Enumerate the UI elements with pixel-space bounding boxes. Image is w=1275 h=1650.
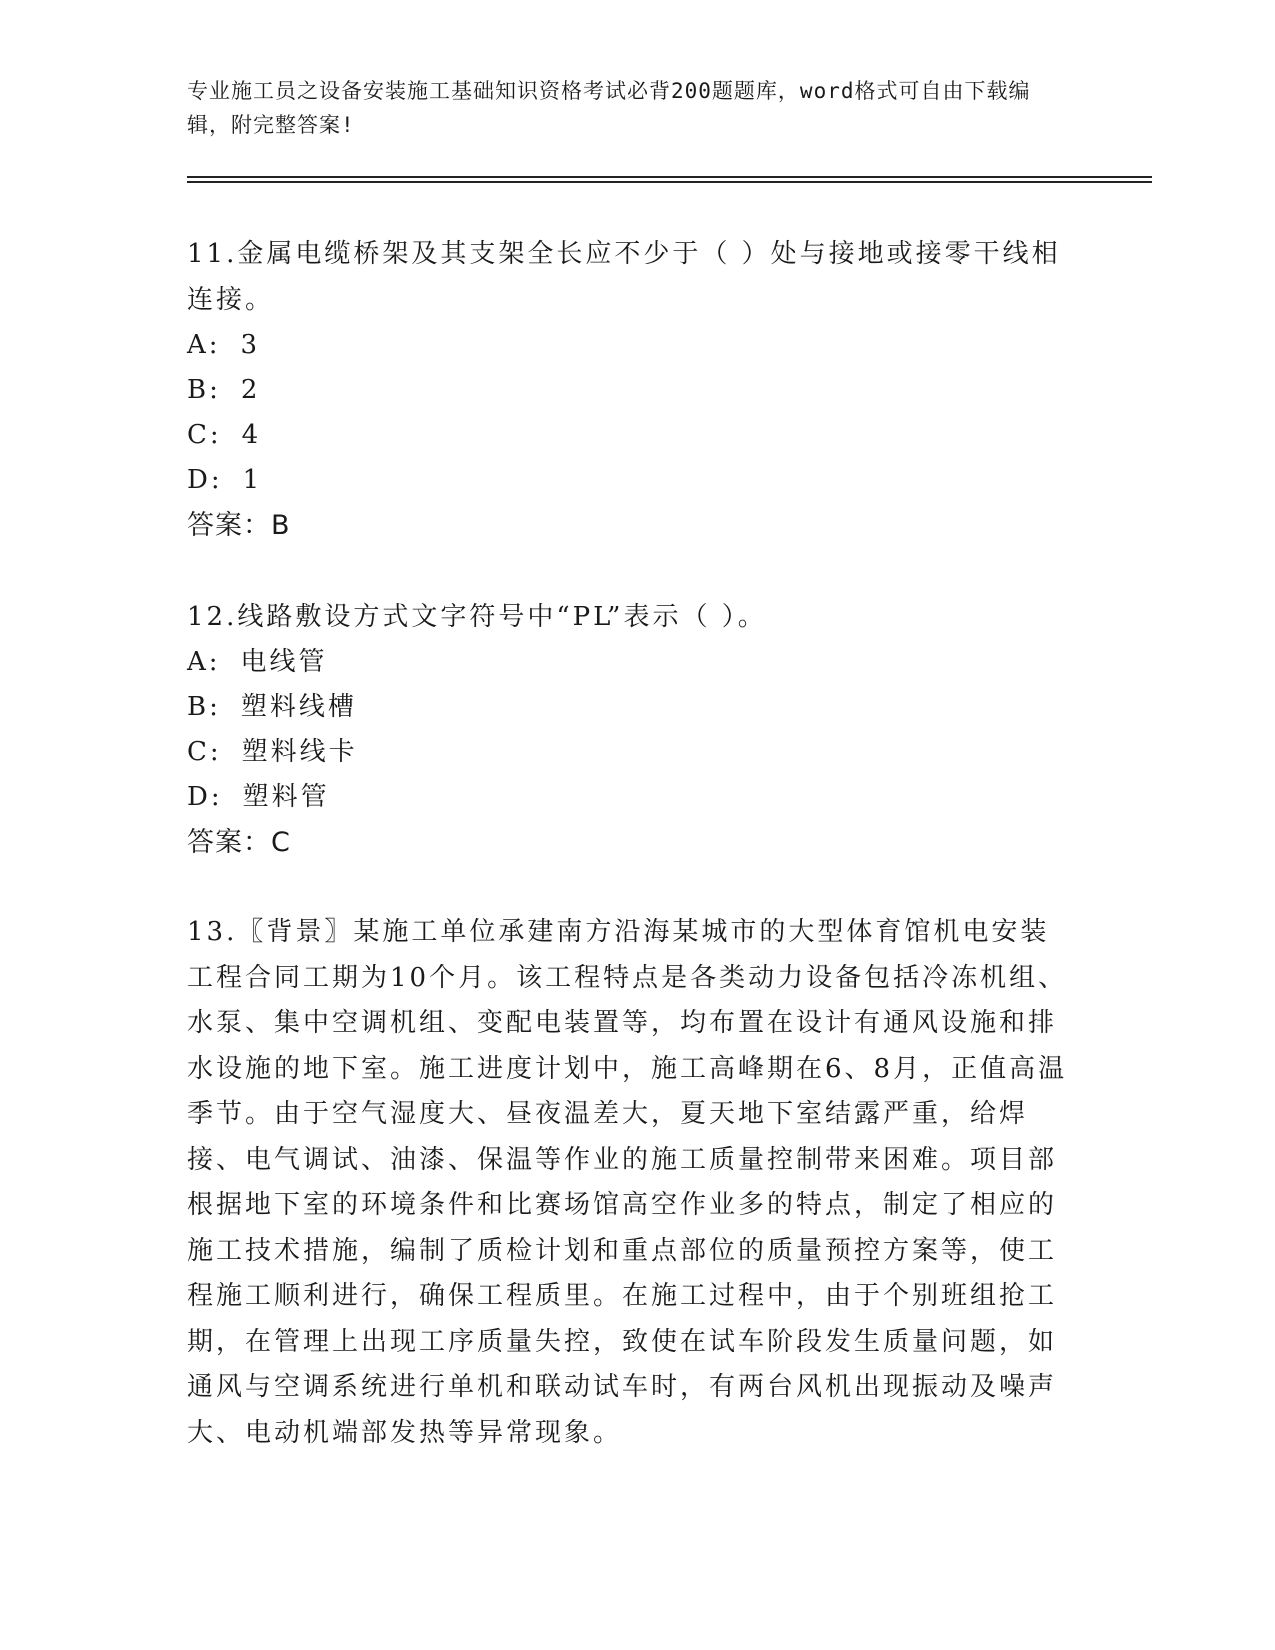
option-d: [187, 775, 1072, 820]
option-text: 塑料管: [242, 782, 330, 812]
question-stem: 12.线路敷设方式文字符号中“PL”表示（ ）。: [187, 602, 767, 632]
option-a: [187, 323, 1072, 368]
question-12: [187, 594, 1072, 866]
option-text: 4: [241, 420, 262, 450]
option-text: 塑料线槽: [240, 692, 357, 722]
answer-line: 答案：C: [187, 827, 291, 858]
question-stem: 11.金属电缆桥架及其支架全长应不少于（ ）处与接地或接零干线相连接。: [187, 239, 1061, 315]
option-letter: D:: [187, 465, 223, 495]
question-stem: 13.〖背景〗某施工单位承建南方沿海某城市的大型体育馆机电安装工程合同工期为10个月。该工程特点是各类动力设备包括冷冻机组、水泵、集中空调机组、变配电装置等，均布置在设计有通风设施和排水设施的地下室。施工进度计划中，施工高峰期在6、8月，正值高温季节。由于空气湿度大、昼夜温差大，夏天地下室结露严重，给焊接、电气调试、油漆、保温等作业的施工质量控制带来困难。项目部根据地下室的环境条件和比赛场馆高空作业多的特点，制定了相应的施工技术措施，编制了质检计划和重点部位的质量预控方案等，使工程施工顺利进行，确保工程质里。在施工过程中，由于个别班组抢工期，在管理上出现工序质量失控，致使在试车阶段发生质量问题，如通风与空调系统进行单机和联动试车时，有两台风机出现振动及噪声大、电动机端部发热等异常现象。: [187, 917, 1068, 1448]
question-13: [187, 910, 1072, 1456]
header-divider-top: [187, 176, 1152, 178]
header-divider-bottom: [187, 181, 1152, 183]
option-text: 3: [240, 330, 261, 360]
option-letter: D:: [187, 782, 223, 812]
option-d: [187, 458, 1072, 503]
option-b: [187, 368, 1072, 413]
option-c: [187, 730, 1072, 775]
option-letter: A:: [187, 330, 221, 360]
option-b: [187, 685, 1072, 730]
option-c: [187, 413, 1072, 458]
question-11: [187, 231, 1072, 549]
option-letter: B:: [187, 375, 221, 405]
answer-line: 答案：B: [187, 510, 291, 541]
option-a: [187, 640, 1072, 685]
option-text: 2: [240, 375, 261, 405]
option-letter: C:: [187, 737, 222, 767]
option-letter: C:: [187, 420, 222, 450]
option-text: 塑料线卡: [241, 737, 358, 767]
option-letter: B:: [187, 692, 221, 722]
document-intro: 专业施工员之设备安装施工基础知识资格考试必背200题题库，word格式可自由下载编辑，附完整答案!: [187, 79, 1031, 137]
option-text: 1: [242, 465, 263, 495]
option-letter: A:: [187, 647, 221, 677]
option-text: 电线管: [240, 647, 328, 677]
